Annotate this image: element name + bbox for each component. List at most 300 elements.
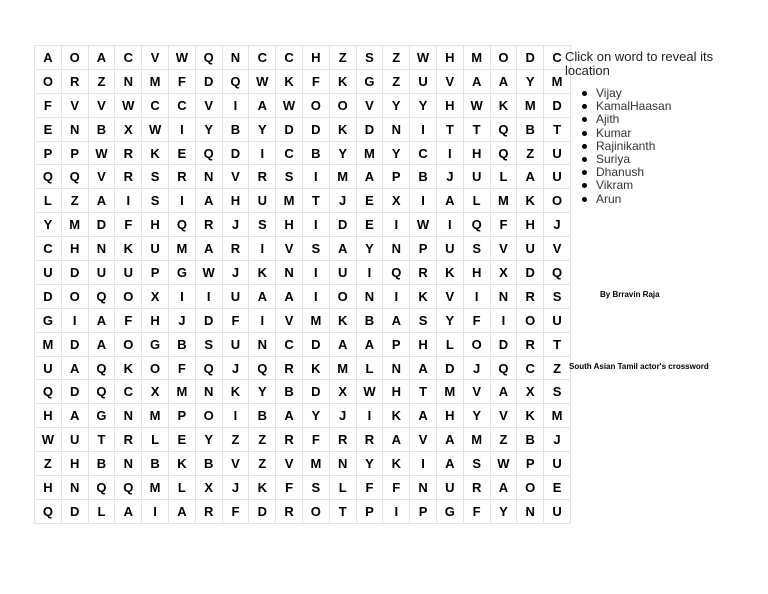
grid-cell[interactable]: Y bbox=[490, 499, 517, 523]
grid-cell[interactable]: O bbox=[329, 93, 356, 117]
grid-cell[interactable]: B bbox=[88, 117, 115, 141]
grid-cell[interactable]: H bbox=[222, 189, 249, 213]
word-list-item[interactable] bbox=[580, 100, 671, 113]
grid-cell[interactable]: D bbox=[329, 213, 356, 237]
grid-cell[interactable]: H bbox=[517, 213, 544, 237]
grid-cell[interactable]: R bbox=[276, 428, 303, 452]
grid-cell[interactable]: U bbox=[544, 141, 571, 165]
grid-cell[interactable]: E bbox=[35, 117, 62, 141]
grid-cell[interactable]: N bbox=[517, 499, 544, 523]
grid-cell[interactable]: U bbox=[115, 261, 142, 285]
grid-cell[interactable]: M bbox=[61, 213, 88, 237]
grid-cell[interactable]: Y bbox=[463, 404, 490, 428]
grid-cell[interactable]: V bbox=[222, 165, 249, 189]
grid-cell[interactable]: Q bbox=[195, 356, 222, 380]
grid-cell[interactable]: I bbox=[142, 499, 169, 523]
grid-cell[interactable]: K bbox=[329, 69, 356, 93]
grid-cell[interactable]: I bbox=[410, 189, 437, 213]
grid-cell[interactable]: V bbox=[142, 46, 169, 70]
grid-cell[interactable]: I bbox=[356, 404, 383, 428]
grid-cell[interactable]: A bbox=[383, 428, 410, 452]
grid-cell[interactable]: A bbox=[329, 332, 356, 356]
grid-cell[interactable]: O bbox=[142, 356, 169, 380]
grid-cell[interactable]: U bbox=[249, 189, 276, 213]
grid-cell[interactable]: L bbox=[168, 476, 195, 500]
grid-cell[interactable]: N bbox=[276, 261, 303, 285]
grid-cell[interactable]: J bbox=[222, 476, 249, 500]
grid-cell[interactable]: W bbox=[168, 46, 195, 70]
grid-cell[interactable]: E bbox=[168, 428, 195, 452]
grid-cell[interactable]: J bbox=[463, 356, 490, 380]
grid-cell[interactable]: K bbox=[115, 237, 142, 261]
grid-cell[interactable]: U bbox=[329, 261, 356, 285]
grid-cell[interactable]: E bbox=[356, 213, 383, 237]
grid-cell[interactable]: N bbox=[195, 380, 222, 404]
grid-cell[interactable]: A bbox=[88, 189, 115, 213]
grid-cell[interactable]: R bbox=[329, 428, 356, 452]
grid-cell[interactable]: I bbox=[249, 141, 276, 165]
grid-cell[interactable]: X bbox=[517, 380, 544, 404]
grid-cell[interactable]: A bbox=[490, 69, 517, 93]
grid-cell[interactable]: M bbox=[276, 189, 303, 213]
grid-cell[interactable]: N bbox=[383, 237, 410, 261]
grid-cell[interactable]: F bbox=[356, 476, 383, 500]
grid-cell[interactable]: D bbox=[222, 141, 249, 165]
grid-cell[interactable]: M bbox=[463, 428, 490, 452]
grid-cell[interactable]: F bbox=[463, 499, 490, 523]
grid-cell[interactable]: H bbox=[142, 213, 169, 237]
grid-cell[interactable]: V bbox=[436, 284, 463, 308]
grid-cell[interactable]: O bbox=[195, 404, 222, 428]
grid-cell[interactable]: I bbox=[302, 165, 329, 189]
grid-cell[interactable]: D bbox=[61, 499, 88, 523]
grid-cell[interactable]: K bbox=[517, 404, 544, 428]
grid-cell[interactable]: M bbox=[329, 356, 356, 380]
grid-cell[interactable]: U bbox=[436, 476, 463, 500]
grid-cell[interactable]: M bbox=[302, 452, 329, 476]
grid-cell[interactable]: D bbox=[490, 332, 517, 356]
grid-cell[interactable]: S bbox=[463, 237, 490, 261]
grid-cell[interactable]: Y bbox=[195, 428, 222, 452]
grid-cell[interactable]: Q bbox=[490, 356, 517, 380]
grid-cell[interactable]: W bbox=[410, 213, 437, 237]
grid-cell[interactable]: I bbox=[302, 284, 329, 308]
grid-cell[interactable]: K bbox=[383, 404, 410, 428]
grid-cell[interactable]: I bbox=[410, 452, 437, 476]
grid-cell[interactable]: V bbox=[222, 452, 249, 476]
grid-cell[interactable]: F bbox=[463, 308, 490, 332]
grid-cell[interactable]: B bbox=[222, 117, 249, 141]
grid-cell[interactable]: Z bbox=[329, 46, 356, 70]
grid-cell[interactable]: O bbox=[463, 332, 490, 356]
grid-cell[interactable]: I bbox=[222, 93, 249, 117]
grid-cell[interactable]: L bbox=[329, 476, 356, 500]
grid-cell[interactable]: A bbox=[61, 356, 88, 380]
grid-cell[interactable]: H bbox=[463, 141, 490, 165]
grid-cell[interactable]: E bbox=[168, 141, 195, 165]
grid-cell[interactable]: M bbox=[329, 165, 356, 189]
grid-cell[interactable]: A bbox=[115, 499, 142, 523]
grid-cell[interactable]: Y bbox=[249, 380, 276, 404]
grid-cell[interactable]: A bbox=[88, 332, 115, 356]
grid-cell[interactable]: G bbox=[35, 308, 62, 332]
grid-cell[interactable]: Q bbox=[168, 213, 195, 237]
grid-cell[interactable]: M bbox=[168, 237, 195, 261]
grid-cell[interactable]: V bbox=[88, 165, 115, 189]
grid-cell[interactable]: H bbox=[410, 332, 437, 356]
grid-cell[interactable]: R bbox=[222, 237, 249, 261]
grid-cell[interactable]: Z bbox=[249, 428, 276, 452]
grid-cell[interactable]: P bbox=[383, 332, 410, 356]
grid-cell[interactable]: K bbox=[490, 93, 517, 117]
grid-cell[interactable]: H bbox=[142, 308, 169, 332]
grid-cell[interactable]: Q bbox=[195, 141, 222, 165]
grid-cell[interactable]: R bbox=[61, 69, 88, 93]
grid-cell[interactable]: X bbox=[490, 261, 517, 285]
grid-cell[interactable]: R bbox=[410, 261, 437, 285]
grid-cell[interactable]: Q bbox=[383, 261, 410, 285]
grid-cell[interactable]: W bbox=[490, 452, 517, 476]
grid-cell[interactable]: V bbox=[276, 237, 303, 261]
grid-cell[interactable]: A bbox=[356, 332, 383, 356]
grid-cell[interactable]: T bbox=[544, 332, 571, 356]
grid-cell[interactable]: T bbox=[544, 117, 571, 141]
grid-cell[interactable]: R bbox=[195, 213, 222, 237]
grid-cell[interactable]: O bbox=[61, 46, 88, 70]
grid-cell[interactable]: W bbox=[195, 261, 222, 285]
grid-cell[interactable]: A bbox=[356, 165, 383, 189]
grid-cell[interactable]: C bbox=[142, 93, 169, 117]
grid-cell[interactable]: U bbox=[61, 428, 88, 452]
grid-cell[interactable]: N bbox=[61, 476, 88, 500]
grid-cell[interactable]: I bbox=[249, 308, 276, 332]
grid-cell[interactable]: Q bbox=[195, 46, 222, 70]
grid-cell[interactable]: I bbox=[222, 404, 249, 428]
grid-cell[interactable]: W bbox=[88, 141, 115, 165]
word-list-item[interactable] bbox=[580, 179, 671, 192]
grid-cell[interactable]: Q bbox=[490, 141, 517, 165]
grid-cell[interactable]: D bbox=[302, 380, 329, 404]
grid-cell[interactable]: U bbox=[35, 356, 62, 380]
grid-cell[interactable]: W bbox=[356, 380, 383, 404]
grid-cell[interactable]: A bbox=[195, 189, 222, 213]
grid-cell[interactable]: U bbox=[410, 69, 437, 93]
grid-cell[interactable]: J bbox=[168, 308, 195, 332]
grid-cell[interactable]: M bbox=[168, 380, 195, 404]
grid-cell[interactable]: F bbox=[115, 213, 142, 237]
grid-cell[interactable]: Q bbox=[88, 380, 115, 404]
grid-cell[interactable]: H bbox=[436, 404, 463, 428]
grid-cell[interactable]: K bbox=[436, 261, 463, 285]
grid-cell[interactable]: I bbox=[410, 117, 437, 141]
grid-cell[interactable]: V bbox=[276, 308, 303, 332]
grid-cell[interactable]: A bbox=[436, 189, 463, 213]
grid-cell[interactable]: O bbox=[517, 476, 544, 500]
grid-cell[interactable]: V bbox=[356, 93, 383, 117]
grid-cell[interactable]: F bbox=[302, 428, 329, 452]
grid-cell[interactable]: Q bbox=[249, 356, 276, 380]
grid-cell[interactable]: W bbox=[410, 46, 437, 70]
grid-cell[interactable]: Y bbox=[356, 237, 383, 261]
grid-cell[interactable]: Z bbox=[222, 428, 249, 452]
grid-cell[interactable]: F bbox=[302, 69, 329, 93]
grid-cell[interactable]: I bbox=[302, 213, 329, 237]
word-list-item[interactable] bbox=[580, 193, 671, 206]
grid-cell[interactable]: B bbox=[142, 452, 169, 476]
grid-cell[interactable]: D bbox=[88, 213, 115, 237]
grid-cell[interactable]: H bbox=[436, 93, 463, 117]
grid-cell[interactable]: V bbox=[463, 380, 490, 404]
grid-cell[interactable]: R bbox=[195, 499, 222, 523]
grid-cell[interactable]: W bbox=[249, 69, 276, 93]
grid-cell[interactable]: S bbox=[544, 284, 571, 308]
grid-cell[interactable]: N bbox=[410, 476, 437, 500]
grid-cell[interactable]: A bbox=[463, 69, 490, 93]
grid-cell[interactable]: Z bbox=[249, 452, 276, 476]
grid-cell[interactable]: Y bbox=[410, 93, 437, 117]
grid-cell[interactable]: Z bbox=[88, 69, 115, 93]
grid-cell[interactable]: K bbox=[383, 452, 410, 476]
grid-cell[interactable]: P bbox=[356, 499, 383, 523]
grid-cell[interactable]: B bbox=[168, 332, 195, 356]
grid-cell[interactable]: D bbox=[195, 308, 222, 332]
grid-cell[interactable]: D bbox=[249, 499, 276, 523]
grid-cell[interactable]: K bbox=[329, 308, 356, 332]
grid-cell[interactable]: A bbox=[490, 476, 517, 500]
grid-cell[interactable]: N bbox=[222, 46, 249, 70]
grid-cell[interactable]: J bbox=[329, 404, 356, 428]
grid-cell[interactable]: G bbox=[168, 261, 195, 285]
grid-cell[interactable]: D bbox=[61, 261, 88, 285]
grid-cell[interactable]: A bbox=[517, 165, 544, 189]
grid-cell[interactable]: V bbox=[195, 93, 222, 117]
grid-cell[interactable]: U bbox=[88, 261, 115, 285]
grid-cell[interactable]: O bbox=[517, 308, 544, 332]
grid-cell[interactable]: H bbox=[463, 261, 490, 285]
grid-cell[interactable]: C bbox=[168, 93, 195, 117]
grid-cell[interactable]: F bbox=[383, 476, 410, 500]
grid-cell[interactable]: V bbox=[544, 237, 571, 261]
grid-cell[interactable]: B bbox=[195, 452, 222, 476]
grid-cell[interactable]: D bbox=[61, 332, 88, 356]
grid-cell[interactable]: R bbox=[517, 284, 544, 308]
grid-cell[interactable]: G bbox=[142, 332, 169, 356]
grid-cell[interactable]: Y bbox=[249, 117, 276, 141]
grid-cell[interactable]: G bbox=[356, 69, 383, 93]
grid-cell[interactable]: L bbox=[35, 189, 62, 213]
grid-cell[interactable]: M bbox=[142, 476, 169, 500]
grid-cell[interactable]: F bbox=[115, 308, 142, 332]
grid-cell[interactable]: A bbox=[276, 284, 303, 308]
grid-cell[interactable]: F bbox=[490, 213, 517, 237]
grid-cell[interactable]: P bbox=[410, 499, 437, 523]
grid-cell[interactable]: H bbox=[436, 46, 463, 70]
grid-cell[interactable]: N bbox=[115, 452, 142, 476]
grid-cell[interactable]: V bbox=[490, 404, 517, 428]
grid-cell[interactable]: I bbox=[383, 499, 410, 523]
grid-cell[interactable]: C bbox=[276, 46, 303, 70]
grid-cell[interactable]: I bbox=[383, 284, 410, 308]
grid-cell[interactable]: V bbox=[276, 452, 303, 476]
grid-cell[interactable]: N bbox=[61, 117, 88, 141]
grid-cell[interactable]: Z bbox=[61, 189, 88, 213]
grid-cell[interactable]: N bbox=[329, 452, 356, 476]
grid-cell[interactable]: T bbox=[436, 117, 463, 141]
grid-cell[interactable]: D bbox=[517, 46, 544, 70]
grid-cell[interactable]: R bbox=[276, 356, 303, 380]
grid-cell[interactable]: M bbox=[302, 308, 329, 332]
grid-cell[interactable]: Z bbox=[544, 356, 571, 380]
grid-cell[interactable]: K bbox=[302, 356, 329, 380]
grid-cell[interactable]: B bbox=[88, 452, 115, 476]
grid-cell[interactable]: A bbox=[276, 404, 303, 428]
grid-cell[interactable]: A bbox=[249, 93, 276, 117]
grid-cell[interactable]: A bbox=[61, 404, 88, 428]
grid-cell[interactable]: Y bbox=[35, 213, 62, 237]
grid-cell[interactable]: Q bbox=[35, 380, 62, 404]
grid-cell[interactable]: D bbox=[302, 117, 329, 141]
grid-cell[interactable]: G bbox=[88, 404, 115, 428]
grid-cell[interactable]: Z bbox=[517, 141, 544, 165]
grid-cell[interactable]: L bbox=[356, 356, 383, 380]
grid-cell[interactable]: O bbox=[115, 284, 142, 308]
grid-cell[interactable]: D bbox=[302, 332, 329, 356]
grid-cell[interactable]: A bbox=[35, 46, 62, 70]
grid-cell[interactable]: R bbox=[517, 332, 544, 356]
grid-cell[interactable]: I bbox=[463, 284, 490, 308]
grid-cell[interactable]: D bbox=[35, 284, 62, 308]
grid-cell[interactable]: D bbox=[195, 69, 222, 93]
grid-cell[interactable]: H bbox=[276, 213, 303, 237]
grid-cell[interactable]: K bbox=[276, 69, 303, 93]
grid-cell[interactable]: P bbox=[168, 404, 195, 428]
grid-cell[interactable]: Q bbox=[490, 117, 517, 141]
grid-cell[interactable]: S bbox=[356, 46, 383, 70]
grid-cell[interactable]: M bbox=[35, 332, 62, 356]
grid-cell[interactable]: P bbox=[383, 165, 410, 189]
grid-cell[interactable]: L bbox=[142, 428, 169, 452]
grid-cell[interactable]: T bbox=[88, 428, 115, 452]
grid-cell[interactable]: F bbox=[276, 476, 303, 500]
grid-cell[interactable]: M bbox=[490, 189, 517, 213]
grid-cell[interactable]: Y bbox=[383, 93, 410, 117]
grid-cell[interactable]: P bbox=[61, 141, 88, 165]
grid-cell[interactable]: M bbox=[356, 141, 383, 165]
grid-cell[interactable]: M bbox=[142, 69, 169, 93]
grid-cell[interactable]: H bbox=[383, 380, 410, 404]
grid-cell[interactable]: C bbox=[115, 46, 142, 70]
grid-cell[interactable]: X bbox=[195, 476, 222, 500]
grid-cell[interactable]: U bbox=[222, 332, 249, 356]
grid-cell[interactable]: N bbox=[383, 117, 410, 141]
grid-cell[interactable]: A bbox=[88, 308, 115, 332]
grid-cell[interactable]: T bbox=[410, 380, 437, 404]
grid-cell[interactable]: D bbox=[276, 117, 303, 141]
grid-cell[interactable]: M bbox=[544, 404, 571, 428]
grid-cell[interactable]: J bbox=[222, 213, 249, 237]
grid-cell[interactable]: I bbox=[383, 213, 410, 237]
grid-cell[interactable]: S bbox=[276, 165, 303, 189]
grid-cell[interactable]: Q bbox=[61, 165, 88, 189]
grid-cell[interactable]: A bbox=[436, 452, 463, 476]
grid-cell[interactable]: C bbox=[249, 46, 276, 70]
grid-cell[interactable]: K bbox=[329, 117, 356, 141]
grid-cell[interactable]: K bbox=[168, 452, 195, 476]
grid-cell[interactable]: Z bbox=[383, 69, 410, 93]
grid-cell[interactable]: C bbox=[544, 46, 571, 70]
grid-cell[interactable]: H bbox=[302, 46, 329, 70]
grid-cell[interactable]: Q bbox=[115, 476, 142, 500]
grid-cell[interactable]: Q bbox=[88, 356, 115, 380]
grid-cell[interactable]: O bbox=[302, 93, 329, 117]
grid-cell[interactable]: F bbox=[222, 499, 249, 523]
grid-cell[interactable]: K bbox=[410, 284, 437, 308]
grid-cell[interactable]: C bbox=[276, 332, 303, 356]
grid-cell[interactable]: I bbox=[490, 308, 517, 332]
grid-cell[interactable]: S bbox=[463, 452, 490, 476]
grid-cell[interactable]: A bbox=[490, 380, 517, 404]
grid-cell[interactable]: O bbox=[61, 284, 88, 308]
grid-cell[interactable]: B bbox=[410, 165, 437, 189]
grid-cell[interactable]: B bbox=[517, 428, 544, 452]
grid-cell[interactable]: O bbox=[115, 332, 142, 356]
grid-cell[interactable]: V bbox=[88, 93, 115, 117]
grid-cell[interactable]: C bbox=[517, 356, 544, 380]
grid-cell[interactable]: L bbox=[463, 189, 490, 213]
grid-cell[interactable]: Z bbox=[35, 452, 62, 476]
grid-cell[interactable]: L bbox=[88, 499, 115, 523]
grid-cell[interactable]: R bbox=[356, 428, 383, 452]
grid-cell[interactable]: A bbox=[436, 428, 463, 452]
grid-cell[interactable]: N bbox=[356, 284, 383, 308]
grid-cell[interactable]: Q bbox=[88, 284, 115, 308]
grid-cell[interactable]: N bbox=[249, 332, 276, 356]
grid-cell[interactable]: Q bbox=[222, 69, 249, 93]
grid-cell[interactable]: M bbox=[544, 69, 571, 93]
grid-cell[interactable]: U bbox=[222, 284, 249, 308]
grid-cell[interactable]: X bbox=[329, 380, 356, 404]
grid-cell[interactable]: P bbox=[410, 237, 437, 261]
grid-cell[interactable]: J bbox=[436, 165, 463, 189]
grid-cell[interactable]: Q bbox=[35, 499, 62, 523]
grid-cell[interactable]: R bbox=[115, 165, 142, 189]
grid-cell[interactable]: Y bbox=[302, 404, 329, 428]
grid-cell[interactable]: U bbox=[436, 237, 463, 261]
grid-cell[interactable]: S bbox=[410, 308, 437, 332]
grid-cell[interactable]: P bbox=[142, 261, 169, 285]
grid-cell[interactable]: R bbox=[168, 165, 195, 189]
grid-cell[interactable]: W bbox=[142, 117, 169, 141]
grid-cell[interactable]: F bbox=[222, 308, 249, 332]
grid-cell[interactable]: D bbox=[517, 261, 544, 285]
grid-cell[interactable]: E bbox=[356, 189, 383, 213]
grid-cell[interactable]: B bbox=[276, 380, 303, 404]
grid-cell[interactable]: N bbox=[115, 69, 142, 93]
grid-cell[interactable]: R bbox=[249, 165, 276, 189]
grid-cell[interactable]: Y bbox=[517, 69, 544, 93]
grid-cell[interactable]: N bbox=[383, 356, 410, 380]
grid-cell[interactable]: W bbox=[276, 93, 303, 117]
grid-cell[interactable]: C bbox=[115, 380, 142, 404]
grid-cell[interactable]: P bbox=[35, 141, 62, 165]
grid-cell[interactable]: S bbox=[544, 380, 571, 404]
grid-cell[interactable]: Y bbox=[329, 141, 356, 165]
grid-cell[interactable]: A bbox=[410, 356, 437, 380]
grid-cell[interactable]: I bbox=[302, 261, 329, 285]
grid-cell[interactable]: R bbox=[276, 499, 303, 523]
grid-cell[interactable]: O bbox=[35, 69, 62, 93]
grid-cell[interactable]: R bbox=[115, 428, 142, 452]
